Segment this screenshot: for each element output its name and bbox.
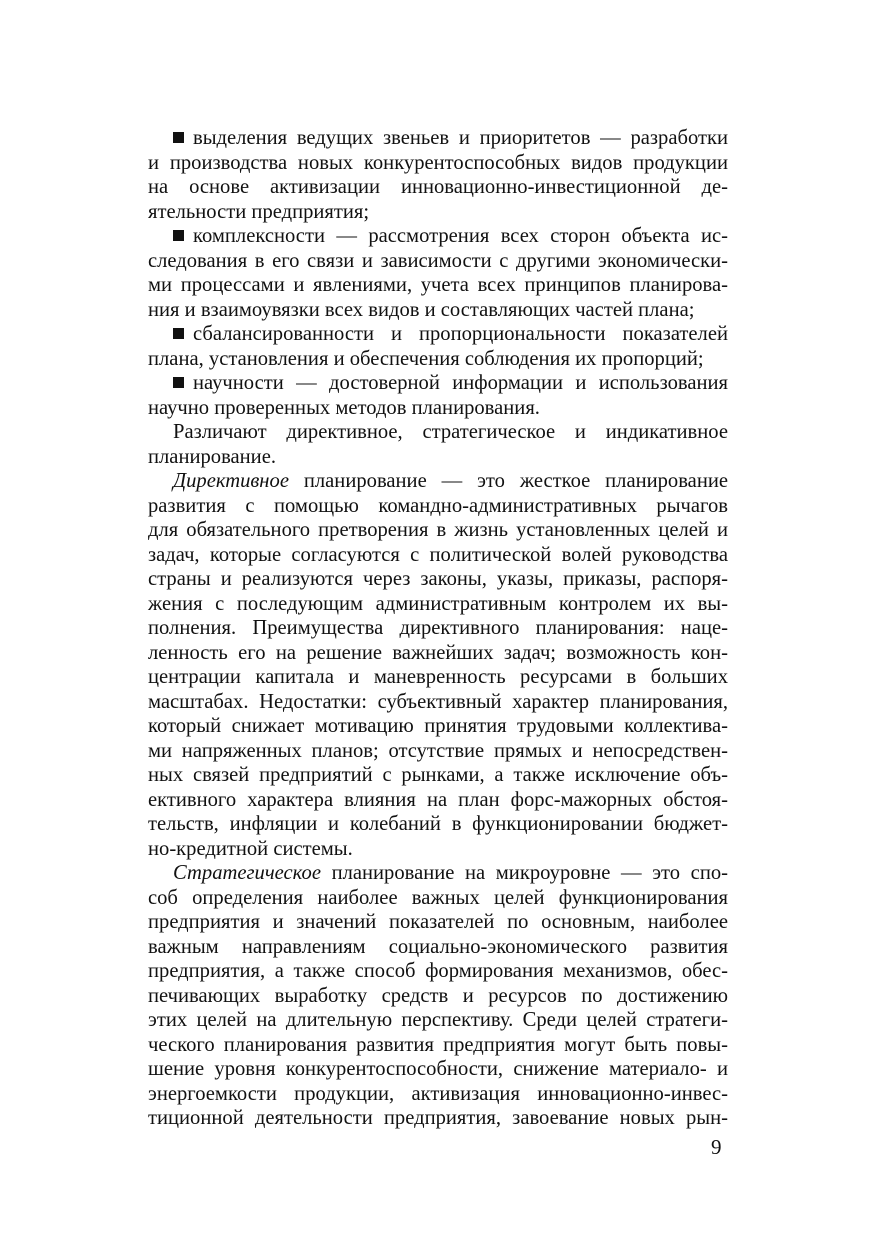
bullet-item xyxy=(148,126,728,224)
text-line: полнения. Преимущества директивного планирования: наце- xyxy=(148,617,728,639)
text-line: этих целей на длительную перспективу. Среди целей стратеги- xyxy=(148,1009,728,1031)
text-line: страны и реализуются через законы, указы, приказы, распоря- xyxy=(148,568,728,590)
bullet-item xyxy=(148,224,728,322)
text-line: предприятия, а также способ формирования механизмов, обес- xyxy=(148,960,728,982)
text-line: печивающих выработку средств и ресурсов по достижению xyxy=(148,984,728,1007)
text-line: ми напряженных планов; отсутствие прямых и непосредствен- xyxy=(148,739,728,762)
text-line: шение уровня конкурентоспособности, снижение материало- и xyxy=(148,1058,728,1080)
text-line: Стратегическое планирование на микроуровне — это спо- xyxy=(173,862,728,884)
text-line: научности — достоверной информации и использования xyxy=(148,371,728,396)
text-line: планирование. xyxy=(148,445,276,468)
paragraph-directive xyxy=(148,469,728,861)
text-line: ческого планирования развития предприятия могут быть повы- xyxy=(148,1033,728,1056)
text-line: комплексности — рассмотрения всех сторон объекта ис- xyxy=(148,224,728,249)
text-line: Директивное планирование — это жесткое планирование xyxy=(173,470,728,492)
term-strategic: Стратегическое xyxy=(173,862,321,884)
square-bullet-icon xyxy=(173,132,184,143)
text-line: центрации капитала и маневренность ресурсами в больших xyxy=(148,666,728,688)
paragraph-strategic xyxy=(148,861,728,1131)
text-line: но-кредитной системы. xyxy=(148,837,353,860)
text-line: научно проверенных методов планирования. xyxy=(148,396,540,419)
text-line: предприятия и значений показателей по основным, наиболее xyxy=(148,911,728,933)
text-line: плана, установления и обеспечения соблюдения их пропорций; xyxy=(148,347,704,370)
page-number: 9 xyxy=(711,1135,722,1159)
square-bullet-icon xyxy=(173,230,184,241)
paragraph-intro xyxy=(148,420,728,469)
text-line: и производства новых конкурентоспособных видов продукции xyxy=(148,151,728,174)
text-line: ми процессами и явлениями, учета всех принципов планирова- xyxy=(148,274,728,296)
text-line: развития с помощью командно-административных рычагов xyxy=(148,494,728,517)
text-line: тельств, инфляции и колебаний в функционировании бюджет- xyxy=(148,813,728,835)
text-line: на основе активизации инновационно-инвестиционной де- xyxy=(148,176,728,198)
text-line: Различают директивное, стратегическое и индикативное xyxy=(173,421,728,443)
page-body xyxy=(148,126,728,1131)
text-line: важным направлениям социально-экономического развития xyxy=(148,935,728,958)
text-line: масштабах. Недостатки: субъективный характер планирования, xyxy=(148,690,728,713)
text-line: для обязательного претворения в жизнь установленных целей и xyxy=(148,519,728,541)
text-line: задач, которые согласуются с политической волей руководства xyxy=(148,543,728,566)
text-line: сбалансированности и пропорциональности показателей xyxy=(148,322,728,347)
bullet-item xyxy=(148,322,728,371)
text-line: который снижает мотивацию принятия трудовыми коллектива- xyxy=(148,715,728,737)
text-line: выделения ведущих звеньев и приоритетов — разработки xyxy=(148,126,728,151)
square-bullet-icon xyxy=(173,328,184,339)
text-line: следования в его связи и зависимости с другими экономически- xyxy=(148,249,728,272)
text-line: тиционной деятельности предприятия, завоевание новых рын- xyxy=(148,1107,728,1129)
text-line: ятельности предприятия; xyxy=(148,200,370,223)
text-line: соб определения наиболее важных целей функционирования xyxy=(148,886,728,909)
square-bullet-icon xyxy=(173,377,184,388)
term-directive: Директивное xyxy=(173,470,289,492)
text-line: ния и взаимоувязки всех видов и составляющих частей плана; xyxy=(148,298,695,321)
bullet-item xyxy=(148,371,728,420)
text-line: ленность его на решение важнейших задач; возможность кон- xyxy=(148,641,728,664)
text-line: ективного характера влияния на план форс-мажорных обстоя- xyxy=(148,788,728,811)
text-line: жения с последующим административным контролем их вы- xyxy=(148,592,728,615)
text-line: ных связей предприятий с рынками, а также исключение объ- xyxy=(148,764,728,786)
text-line: энергоемкости продукции, активизация инновационно-инвес- xyxy=(148,1082,728,1105)
